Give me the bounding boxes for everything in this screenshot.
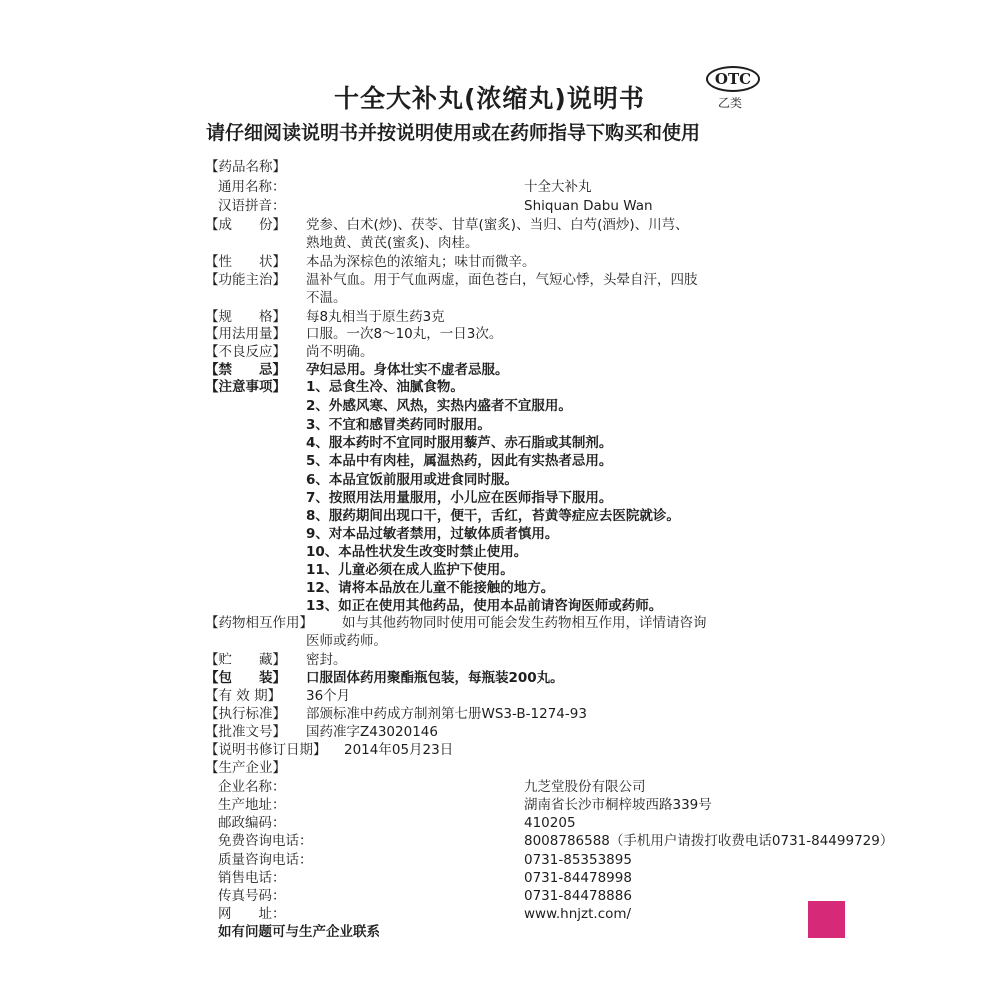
revision-value: 2014年05月23日: [344, 742, 454, 758]
manufacturer-label: 质量咨询电话：: [218, 852, 313, 868]
manufacturer-value: 0731-84478886: [524, 888, 632, 904]
indications-line-2: 不温。: [306, 290, 347, 306]
manufacturer-value: 0731-85353895: [524, 852, 632, 868]
generic-name-label: 通用名称：: [218, 179, 286, 195]
manufacturer-label: 企业名称：: [218, 779, 286, 795]
ingredients-line-2: 熟地黄、黄芪(蜜炙)、肉桂。: [306, 235, 479, 251]
otc-badge: OTC: [706, 66, 760, 92]
adverse-value: 尚不明确。: [306, 344, 374, 360]
manufacturer-label: 销售电话：: [218, 870, 286, 886]
contraindications-value: 孕妇忌用。身体壮实不虚者忌服。: [306, 362, 509, 378]
manufacturer-value: 九芝堂股份有限公司: [524, 779, 646, 795]
manufacturer-value: 0731-84478998: [524, 870, 632, 886]
storage-label: 【贮 藏】: [205, 652, 286, 668]
indications-line-1: 温补气血。用于气血两虚，面色苍白，气短心悸，头晕自汗，四肢: [306, 272, 698, 288]
manufacturer-value: 410205: [524, 815, 576, 831]
precaution-item: 2、外感风寒、风热，实热内盛者不宜服用。: [306, 398, 572, 414]
storage-value: 密封。: [306, 652, 347, 668]
packaging-label: 【包 装】: [205, 670, 286, 686]
precaution-item: 3、不宜和感冒类药同时服用。: [306, 417, 491, 433]
usage-notice: 请仔细阅读说明书并按说明使用或在药师指导下购买和使用: [206, 122, 701, 144]
approval-value: 国药准字Z43020146: [306, 724, 438, 740]
generic-name-row: [218, 178, 592, 196]
manufacturer-row: [218, 814, 576, 832]
precaution-item: 13、如正在使用其他药品，使用本品前请咨询医师或药师。: [306, 598, 663, 614]
precaution-item: 4、服本药时不宜同时服用藜芦、赤石脂或其制剂。: [306, 435, 613, 451]
approval-label: 【批准文号】: [205, 724, 286, 740]
precaution-item: 9、对本品过敏者禁用，过敏体质者慎用。: [306, 526, 559, 542]
manufacturer-header: 【生产企业】: [205, 760, 286, 776]
contraindications-label: 【禁 忌】: [205, 362, 286, 378]
pinyin-name-value: Shiquan Dabu Wan: [524, 198, 653, 214]
manufacturer-row: [218, 887, 632, 905]
otc-category: 乙类: [718, 96, 743, 110]
magenta-registration-mark: [808, 901, 845, 938]
footer-contact-note: 如有问题可与生产企业联系: [218, 924, 380, 940]
adverse-label: 【不良反应】: [205, 344, 286, 360]
manufacturer-label: 邮政编码：: [218, 815, 286, 831]
manufacturer-label: 生产地址：: [218, 797, 286, 813]
properties-value: 本品为深棕色的浓缩丸；味甘而微辛。: [306, 254, 536, 270]
precaution-item: 12、请将本品放在儿童不能接触的地方。: [306, 580, 555, 596]
generic-name-value: 十全大补丸: [524, 179, 592, 195]
ingredients-line-1: 党参、白术(炒)、茯苓、甘草(蜜炙)、当归、白芍(酒炒)、川芎、: [306, 217, 689, 233]
standard-label: 【执行标准】: [205, 706, 286, 722]
precaution-item: 8、服药期间出现口干，便干，舌红，苔黄等症应去医院就诊。: [306, 508, 680, 524]
interactions-line-1: 如与其他药物同时使用可能会发生药物相互作用，详情请咨询: [342, 615, 707, 631]
manufacturer-row: [218, 851, 632, 869]
manufacturer-row: [218, 796, 712, 814]
manufacturer-label: 传真号码：: [218, 888, 286, 904]
interactions-line-2: 医师或药师。: [306, 633, 387, 649]
ingredients-label: 【成 份】: [205, 217, 286, 233]
website-value: www.hnjzt.com/: [524, 906, 632, 922]
indications-label: 【功能主治】: [205, 272, 286, 288]
precaution-item: 11、儿童必须在成人监护下使用。: [306, 562, 514, 578]
precaution-item: 5、本品中有肉桂，属温热药，因此有实热者忌用。: [306, 453, 613, 469]
packaging-value: 口服固体药用聚酯瓶包装，每瓶装200丸。: [306, 670, 564, 686]
interactions-label: 【药物相互作用】: [205, 615, 313, 631]
manufacturer-row: [218, 778, 646, 796]
manufacturer-label: 免费咨询电话：: [218, 833, 313, 849]
standard-value: 部颁标准中药成方制剂第七册WS3-B-1274-93: [306, 706, 587, 722]
specification-value: 每8丸相当于原生药3克: [306, 309, 445, 325]
precaution-item: 1、忌食生冷、油腻食物。: [306, 379, 464, 395]
manufacturer-row: [218, 869, 632, 887]
precaution-item: 6、本品宜饭前服用或进食同时服。: [306, 472, 518, 488]
validity-value: 36个月: [306, 688, 351, 704]
pinyin-name-row: [218, 197, 653, 215]
manufacturer-row: [218, 832, 894, 850]
pinyin-name-label: 汉语拼音：: [218, 198, 286, 214]
manufacturer-value: 8008786588（手机用户请拨打收费电话0731-84499729）: [524, 833, 894, 849]
specification-label: 【规 格】: [205, 309, 286, 325]
manufacturer-row: [218, 905, 632, 923]
manufacturer-label: 网 址：: [218, 906, 286, 922]
manufacturer-value: 湖南省长沙市桐梓坡西路339号: [524, 797, 712, 813]
drug-name-header: 【药品名称】: [205, 159, 286, 175]
validity-label: 【有 效 期】: [205, 688, 282, 704]
revision-label: 【说明书修订日期】: [205, 742, 327, 758]
dosage-value: 口服。一次8～10丸，一日3次。: [306, 326, 503, 342]
precaution-item: 7、按照用法用量服用，小儿应在医师指导下服用。: [306, 490, 613, 506]
document-title: 十全大补丸(浓缩丸)说明书: [334, 84, 645, 113]
dosage-label: 【用法用量】: [205, 326, 286, 342]
precautions-label: 【注意事项】: [205, 379, 286, 395]
precaution-item: 10、本品性状发生改变时禁止使用。: [306, 544, 528, 560]
properties-label: 【性 状】: [205, 254, 286, 270]
